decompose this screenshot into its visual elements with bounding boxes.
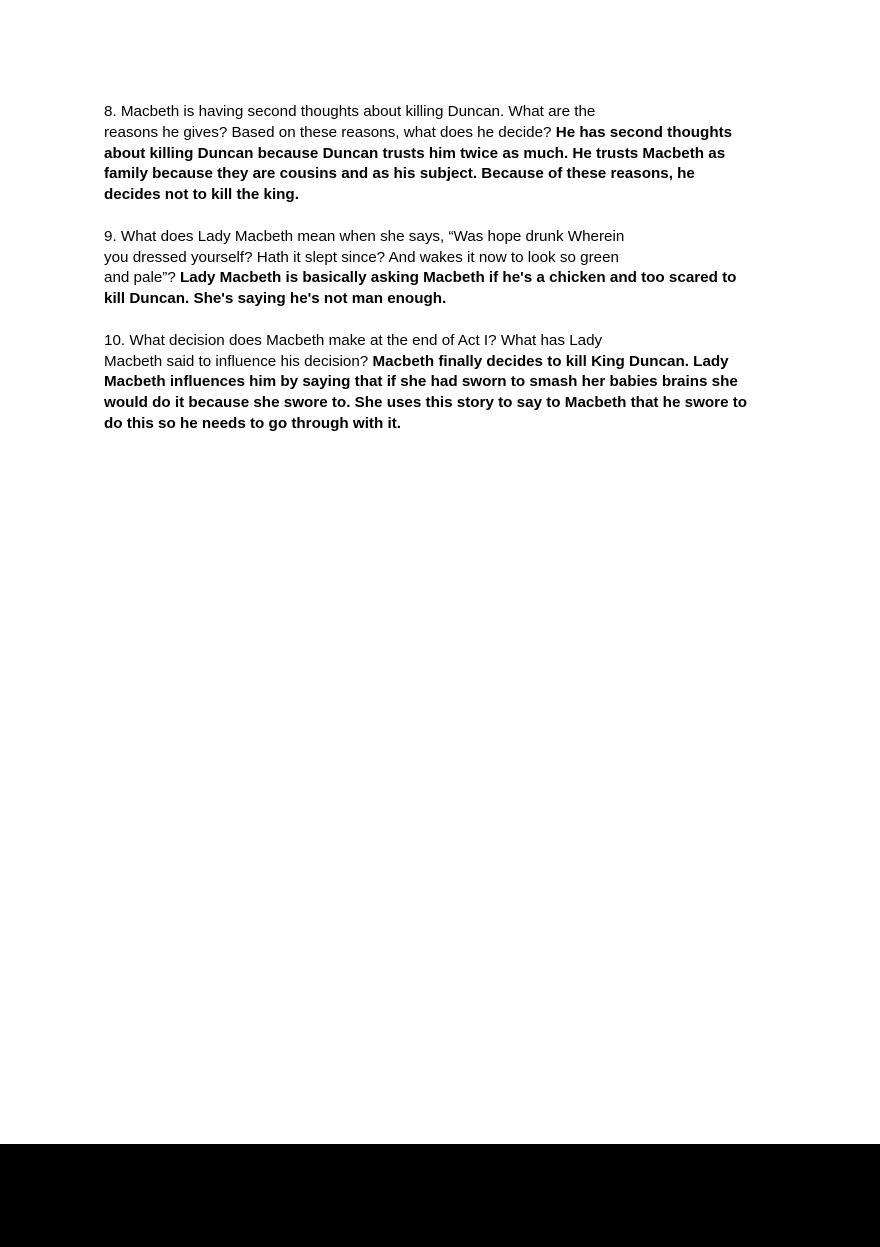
document-content <box>104 102 784 456</box>
answer-8-line: decides not to kill the king. <box>104 186 299 204</box>
question-8-number: 8. <box>104 103 117 120</box>
answer-10-line: do this so he needs to go through with it. <box>104 414 401 432</box>
answer-10-line: Macbeth influences him by saying that if she had sworn to smash her babies brains she <box>104 373 738 391</box>
question-8-line-2 <box>104 123 784 144</box>
question-10-line-1 <box>104 331 784 352</box>
question-10-text: What decision does Macbeth make at the end of Act I? What has Lady <box>129 331 603 349</box>
question-9-line-1 <box>104 227 784 248</box>
question-8 <box>104 102 784 206</box>
question-8-line-1 <box>104 102 784 123</box>
question-9 <box>104 227 784 310</box>
question-8-text: Macbeth is having second thoughts about killing Duncan. What are the <box>120 103 596 120</box>
answer-8: He has second thoughts <box>555 123 733 141</box>
answer-9-line: kill Duncan. She's saying he's not man enough. <box>104 290 447 308</box>
question-9-text: What does Lady Macbeth mean when she says, “Was hope drunk Wherein <box>120 227 625 245</box>
answer-8-line: about killing Duncan because Duncan trusts him twice as much. He trusts Macbeth as <box>104 144 726 162</box>
answer-10: Macbeth finally decides to kill King Duncan. Lady <box>372 352 729 370</box>
question-10-text: Macbeth said to influence his decision? <box>104 352 369 370</box>
question-10 <box>104 331 784 435</box>
question-10-number: 10. <box>104 331 126 349</box>
answer-10-line: would do it because she swore to. She uses this story to say to Macbeth that he swore to <box>104 394 748 412</box>
answer-8-line: family because they are cousins and as his subject. Because of these reasons, he <box>104 165 695 183</box>
question-9-line-2: you dressed yourself? Hath it slept since? And wakes it now to look so green <box>104 248 619 266</box>
question-8-text: reasons he gives? Based on these reasons, what does he decide? <box>104 123 552 141</box>
bottom-black-band <box>0 1144 880 1247</box>
question-9-line-3 <box>104 268 784 289</box>
answer-9: Lady Macbeth is basically asking Macbeth if he's a chicken and too scared to <box>180 269 737 287</box>
question-10-line-2 <box>104 352 784 373</box>
question-9-number: 9. <box>104 227 117 245</box>
question-9-text: and pale”? <box>104 269 176 287</box>
